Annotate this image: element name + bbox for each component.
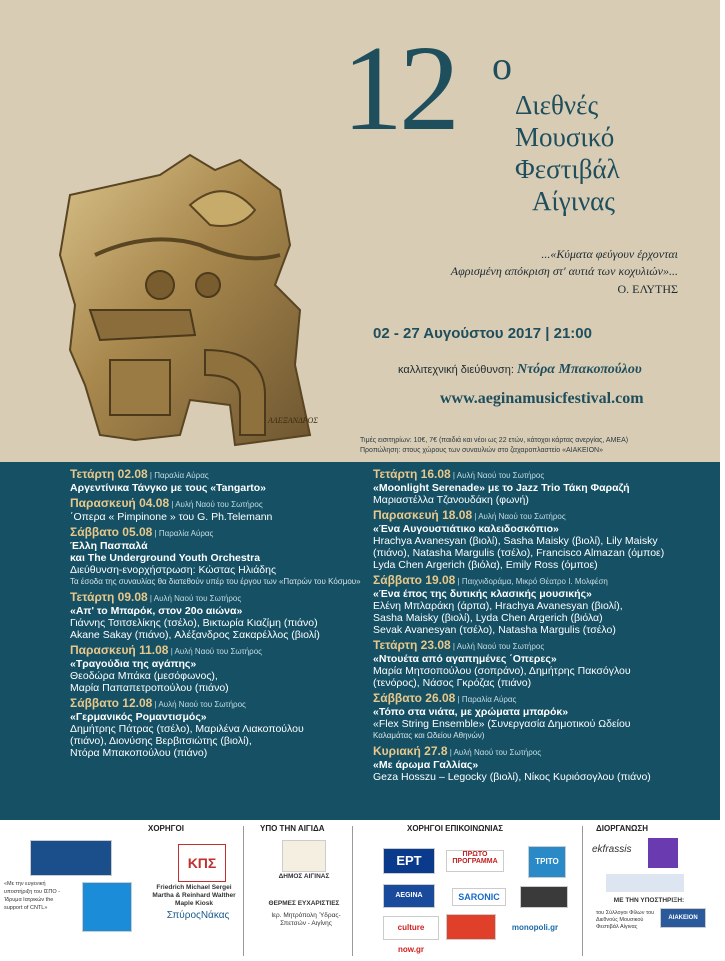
event-date: Κυριακή 27.8 <box>373 744 448 758</box>
festival-number: 12 <box>342 21 456 156</box>
event-item <box>70 591 422 641</box>
municipality-name: ΔΗΜΟΣ ΑΙΓΙΝΑΣ <box>278 873 330 880</box>
divider <box>582 826 583 956</box>
support-note: «Με την ευγενική υποστήριξη του ΙΣΠΟ - Ίδρυμα Ιατρικών the support of CNTL» <box>4 881 61 911</box>
event-item <box>70 644 422 694</box>
organizer-heading: ΔΙΟΡΓΑΝΩΣΗ <box>596 824 649 833</box>
event-line: «Με άρωμα Γαλλίας» <box>373 759 479 771</box>
event-header <box>70 526 422 540</box>
sponsors-heading: ΧΟΡΗΓΟΙ <box>148 824 184 833</box>
bronze-sculpture-image <box>40 135 325 460</box>
event-line: Γιάννης Τσιτσελίκης (τσέλο), Βικτωρία Κιαζίμη (πιάνο) <box>70 617 318 629</box>
municipality-emblem <box>282 840 326 872</box>
event-line: (πιάνο), Διονύσης Βερβιτσιώτης (βιολί), <box>70 735 252 747</box>
event-date: Σάββατο 05.08 <box>70 525 153 539</box>
event-line: «Ένα Αυγουστιάτικο καλειδοσκόπιο» <box>373 523 559 535</box>
event-venue: | Αυλή Ναού του Σωτήρος <box>472 512 566 521</box>
aiakeion-logo: ΑΙΑΚΕΙΟΝ <box>660 908 706 928</box>
event-header <box>373 509 725 523</box>
event-date: Παρασκευή 11.08 <box>70 643 169 657</box>
event-venue: | Αυλή Ναού του Σωτήρος <box>168 647 263 656</box>
event-line: Αργεντίνικα Τάνγκο με τους «Tangarto» <box>70 482 267 494</box>
poem-line-2: Αφρισμένη απόκριση στ' αυτιά των κοχυλιών»... <box>450 264 678 278</box>
event-date: Τετάρτη 09.08 <box>70 590 148 604</box>
event-venue: | Αυλή Ναού του Σωτήρος <box>147 594 242 603</box>
organizer-banner <box>606 874 684 892</box>
thanks-heading: ΘΕΡΜΕΣ ΕΥΧΑΡΙΣΤΙΕΣ <box>268 900 340 907</box>
event-line: Μαρία Παπαπετροπούλου (πιάνο) <box>70 682 229 694</box>
event-header <box>70 468 422 482</box>
aegina-portal-logo: AEGINA <box>383 884 435 908</box>
event-line: Hrachya Avanesyan (βιολί), Sasha Maisky (βιολί), Lily Maisky <box>373 535 658 547</box>
event-venue: | Παιχνιδοράμα, Μικρό Θέατρο Ι. Μολφέση <box>455 577 608 586</box>
event-venue: | Αυλή Ναού του Σωτήρος <box>152 700 246 709</box>
event-line: Έλλη Πασπαλά <box>70 540 148 552</box>
event-line: Μαρία Μητσοπούλου (σοπράνο), Δημήτρης Πακσόγλου <box>373 665 631 677</box>
event-header <box>70 697 422 711</box>
event-line: Geza Hosszu – Legocky (βιολί), Νίκος Κυριόσογλου (πιάνο) <box>373 771 651 783</box>
media-sponsors-heading: ΧΟΡΗΓΟΙ ΕΠΙΚΟΙΝΩΝΙΑΣ <box>407 824 504 833</box>
event-line: Akane Sakay (πιάνο), Αλέξανδρος Σακαρέλλος (βιολί) <box>70 629 320 641</box>
ticket-prices: Τιμές εισιτηρίων: 10€, 7€ (παιδιά και νέοι ως 22 ετών, κάτοχοι κάρτας ανεργίας, ΑΜΕΑ) <box>360 437 629 444</box>
ekfrassis-logo: ekfrassis <box>592 844 632 855</box>
poem-line-1: ...«Κύματα φεύγουν έρχονται <box>541 247 678 261</box>
event-line: «Τραγούδια της αγάπης» <box>70 658 197 670</box>
media-logo <box>446 914 496 940</box>
support-heading: ΜΕ ΤΗΝ ΥΠΟΣΤΗΡΙΞΗ: <box>613 897 685 904</box>
event-line: Θεοδώρα Μπάκα (μεσόφωνος), <box>70 670 218 682</box>
ministry-logo <box>30 840 112 876</box>
title-line-1: Διεθνές <box>515 90 599 120</box>
spyros-nakas-logo: ΣπύροςΝάκας <box>166 910 230 921</box>
event-date: Παρασκευή 18.08 <box>373 508 473 522</box>
event-date: Τετάρτη 02.08 <box>70 467 148 481</box>
event-line: «Απ' το Μπαρόκ, στον 20ο αιώνα» <box>70 605 243 617</box>
media-logo <box>520 886 568 908</box>
event-venue: | Αυλή Ναού του Σωτήρος <box>450 471 545 480</box>
event-item <box>373 745 725 783</box>
event-item <box>70 526 422 588</box>
event-item <box>373 692 725 742</box>
event-header <box>70 591 422 605</box>
ticket-presale: Προπώληση: στους χώρους των συναυλιών στο ζαχαροπλαστείο «ΑΙΑΚΕΙΟΝ» <box>360 447 603 454</box>
divider <box>352 826 353 956</box>
event-date: Σάββατο 26.08 <box>373 691 456 705</box>
auspices-heading: ΥΠΟ ΤΗΝ ΑΙΓΙΔΑ <box>260 824 325 833</box>
event-line: Μαριαστέλλα Τζανουδάκη (φωνή) <box>373 494 529 506</box>
event-line: «Ντουέτα από αγαπημένες ΄Οπερες» <box>373 653 557 665</box>
event-header <box>373 574 725 588</box>
title-line-2: Μουσικό <box>515 122 615 152</box>
event-venue: | Παραλία Αύρας <box>455 695 517 704</box>
event-date: Τετάρτη 23.08 <box>373 638 451 652</box>
ert-logo: ΕΡΤ <box>383 848 435 874</box>
event-venue: | Αυλή Ναού του Σωτήρος <box>169 500 263 509</box>
event-venue: | Αυλή Ναού του Σωτήρος <box>447 748 542 757</box>
thanks-text: Ιερ. Μητρόπολη Ύδρας-Σπετσών - Αιγίνης <box>271 912 341 927</box>
event-header <box>70 644 422 658</box>
event-line: (τενόρος), Νάσος Γκρόζας (πιάνο) <box>373 677 532 689</box>
poem-author: Ο. ΕΛΥΤΗΣ <box>617 282 678 296</box>
event-date: Παρασκευή 04.08 <box>70 496 170 510</box>
event-header <box>373 639 725 653</box>
event-header <box>373 468 725 482</box>
event-item <box>373 574 725 636</box>
festival-ordinal: o <box>492 43 512 88</box>
festival-dates: 02 - 27 Αυγούστου 2017 | 21:00 <box>373 325 592 342</box>
trito-logo: ΤΡΙΤΟ <box>528 846 566 878</box>
sculpture-signature: ΑΛΕΞΑΝΔΡΟΣ <box>268 416 319 425</box>
title-line-4: Αίγινας <box>532 186 616 216</box>
event-item <box>373 468 725 506</box>
event-venue: | Παραλία Αύρας <box>147 471 209 480</box>
event-line: «Moonlight Serenade» με το Jazz Trio Τάκη Φαραζή <box>373 482 630 494</box>
event-line: Ελένη Μπλαράκη (άρπα), Hrachya Avanesyan (βιολί), <box>373 600 623 612</box>
proto-programma-logo: ΠΡΩΤΟ ΠΡΟΓΡΑΜΜΑ <box>446 850 504 872</box>
kps-logo: ΚΠΣ <box>178 844 226 882</box>
event-item <box>70 697 422 759</box>
event-line: (πιάνο), Natasha Margulis (τσέλο), Francisco Almazan (όμποε) <box>373 547 665 559</box>
event-venue: | Παραλία Αύρας <box>152 529 214 538</box>
event-header <box>373 692 725 706</box>
event-line: Διεύθυνση-ενορχήστρωση: Κώστας Ηλιάδης <box>70 564 277 576</box>
event-header <box>70 497 422 511</box>
event-line: Sasha Maisky (βιολί), Lyda Chen Argerich (βιόλα) <box>373 612 603 624</box>
artistic-director <box>398 362 642 378</box>
program-column-right <box>373 468 725 786</box>
support-text: του Σύλλογοι Φίλων του Διεθνούς Μουσικού Φεστιβάλ Αίγινας <box>596 910 655 930</box>
event-date: Σάββατο 19.08 <box>373 573 456 587</box>
foundation-logo <box>82 882 132 932</box>
program-column-left <box>70 468 422 762</box>
event-date: Τετάρτη 16.08 <box>373 467 451 481</box>
event-date: Σάββατο 12.08 <box>70 696 153 710</box>
event-line: Καλαμάτας και Ωδείου Αθηνών) <box>373 731 485 740</box>
organizer-star-logo <box>648 838 678 868</box>
event-line: και The Underground Youth Orchestra <box>70 552 261 564</box>
event-line: «Τόπο στα νιάτα, με χρώματα μπαρόκ» <box>373 706 569 718</box>
title-line-3: Φεστιβάλ <box>515 154 620 184</box>
event-line: Ντόρα Μπακοπούλου (πιάνο) <box>70 747 208 759</box>
event-venue: | Αυλή Ναού του Σωτήρος <box>450 642 545 651</box>
event-header <box>373 745 725 759</box>
event-line: «Flex String Ensemble» (Συνεργασία Δημοτικού Ωδείου <box>373 718 631 730</box>
director-name: Ντόρα Μπακοπούλου <box>516 362 642 377</box>
stiftung-text: Friedrich Michael Sergei Martha & Reinhard Walther Maple Kiosk <box>152 884 236 907</box>
monopoli-logo: monopoli.gr <box>505 920 565 936</box>
event-line: ΄Οπερα « Pimpinone » του G. Ph.Telemann <box>70 511 273 523</box>
event-item <box>70 497 422 523</box>
event-item <box>373 639 725 689</box>
director-label: καλλιτεχνική διεύθυνση: <box>398 364 514 376</box>
website-link[interactable]: www.aeginamusicfestival.com <box>440 390 644 407</box>
event-line: Lyda Chen Argerich (βιόλα), Emily Ross (όμποε) <box>373 559 598 571</box>
culture-now-logo: culture now.gr <box>383 916 439 940</box>
divider <box>243 826 244 956</box>
event-item <box>373 509 725 571</box>
event-line: Sevak Avanesyan (τσέλο), Natasha Margulis (τσέλο) <box>373 624 616 636</box>
event-line: Δημήτρης Πάτρας (τσέλο), Μαριλένα Λιακοπούλου <box>70 723 304 735</box>
event-line: Τα έσοδα της συναυλίας θα διατεθούν υπέρ του έργου των «Πατρών του Κόσμου» <box>70 577 361 586</box>
saronic-logo: SARONIC <box>452 888 506 906</box>
event-line: «Γερμανικός Ρομαντισμός» <box>70 711 207 723</box>
event-item <box>70 468 422 494</box>
event-line: «Ένα έπος της δυτικής κλασικής μουσικής» <box>373 588 592 600</box>
